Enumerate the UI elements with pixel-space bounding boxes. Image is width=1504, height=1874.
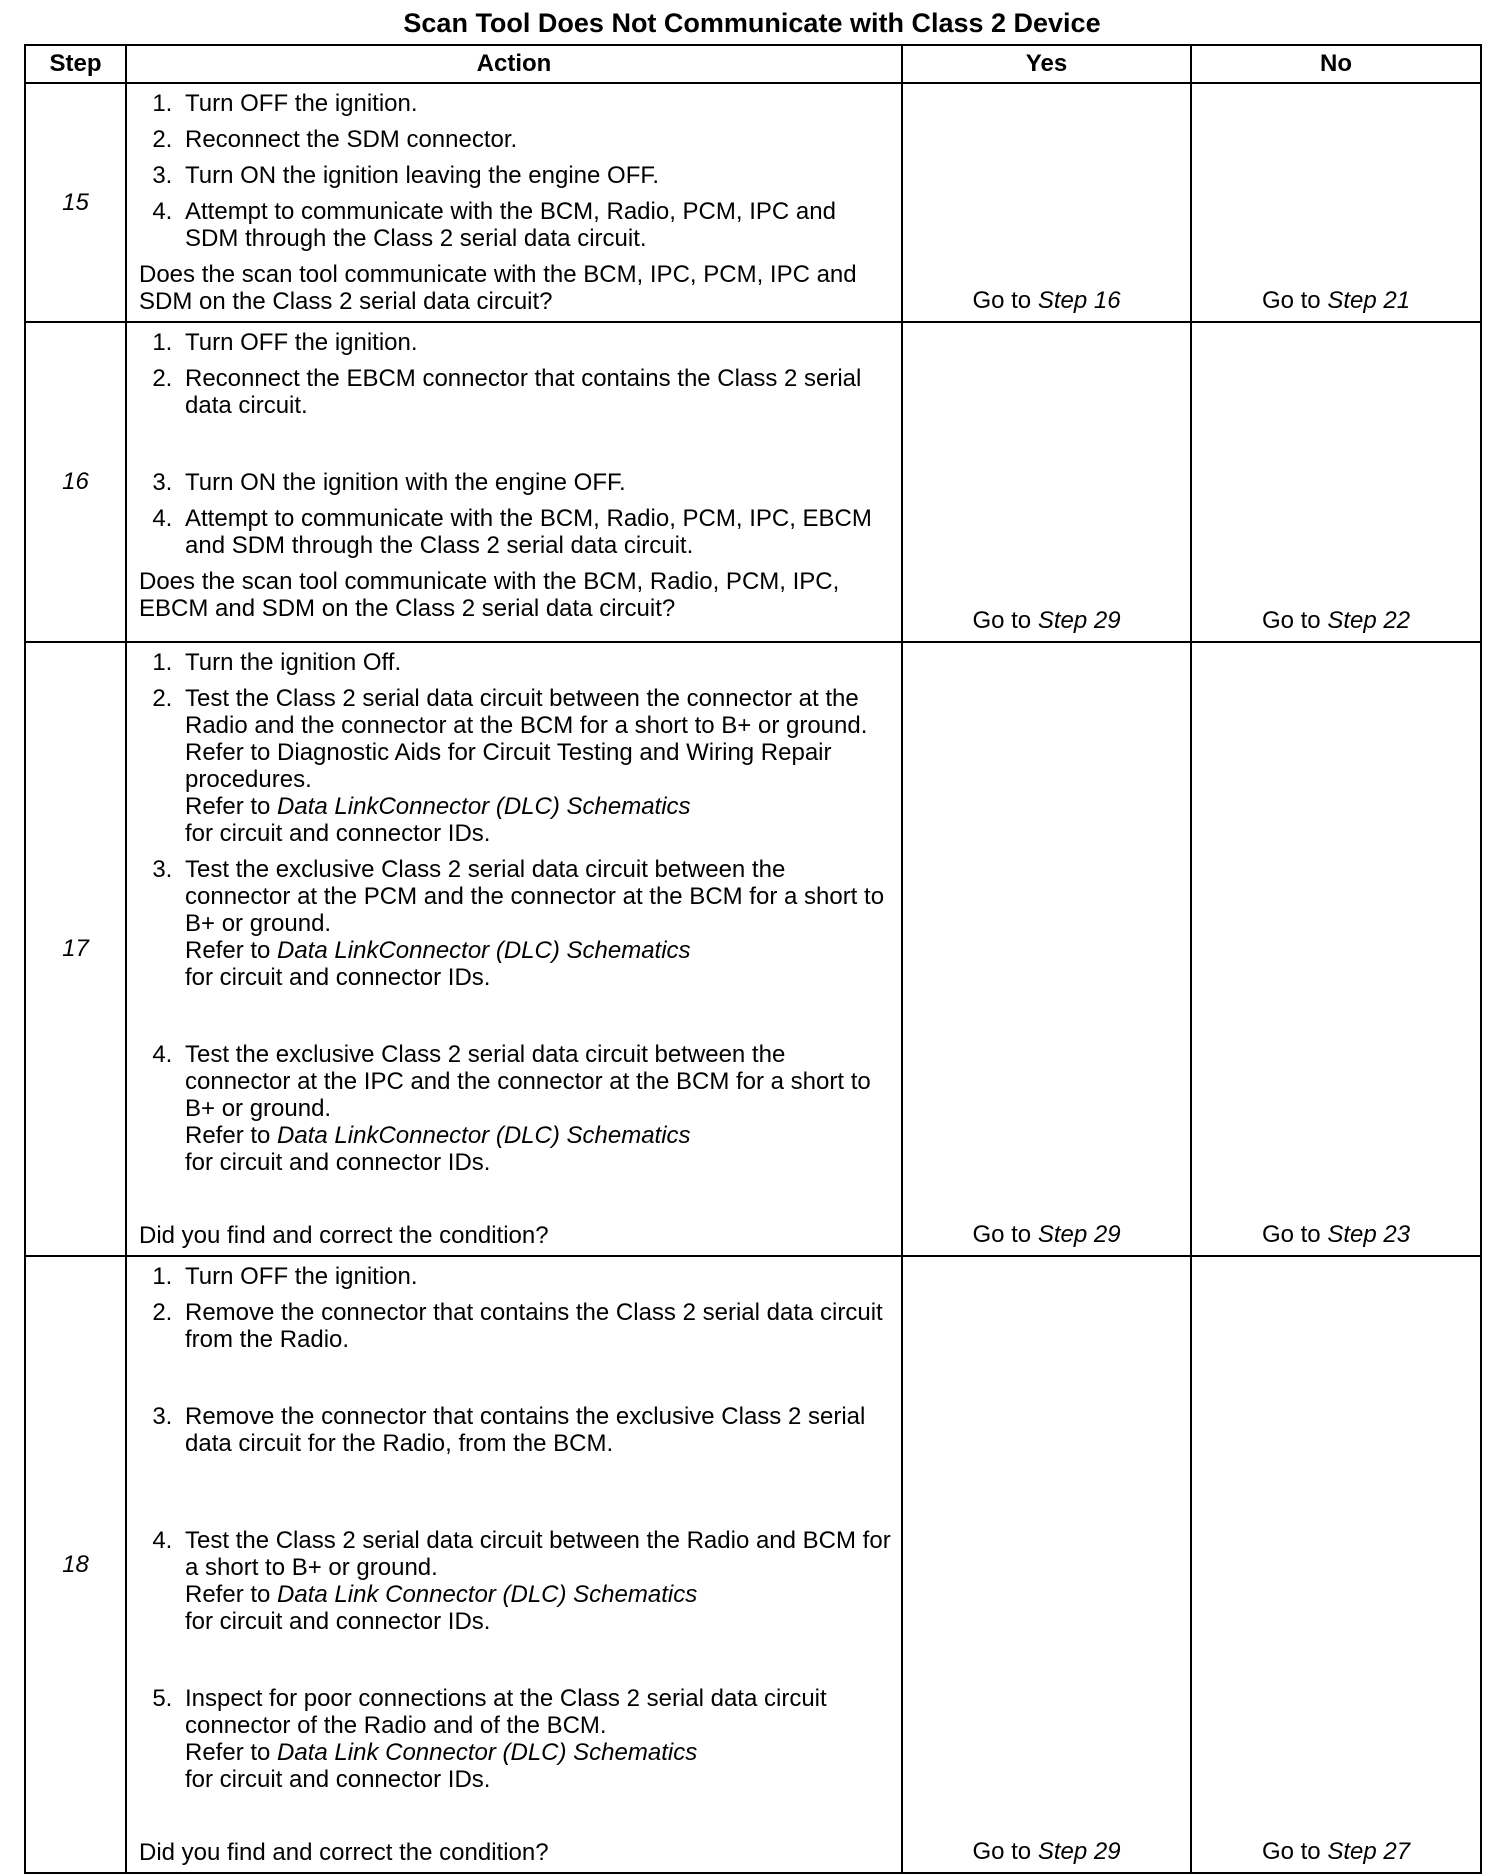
reference-tail: for circuit and connector IDs. — [185, 1766, 491, 1793]
no-cell — [1191, 642, 1481, 1256]
step-number: 17 — [25, 642, 126, 1256]
table-row-step-15 — [25, 83, 1481, 322]
substep — [179, 856, 893, 991]
substep-list — [139, 1263, 893, 1793]
substep — [179, 1041, 893, 1176]
go-to-label: Go to — [972, 1221, 1032, 1248]
table-row-step-17 — [25, 642, 1481, 1256]
step-number: 15 — [25, 83, 126, 322]
yes-step-ref: Step 16 — [1037, 287, 1121, 314]
schematic-doc-link[interactable]: Data Link Connector (DLC) Schematics — [277, 1739, 698, 1766]
substep-text: Test the exclusive Class 2 serial data circuit between the connector at the PCM and the connector at the BCM for a short to B+ or ground. — [185, 856, 885, 937]
no-cell — [1191, 322, 1481, 642]
action-cell — [126, 1256, 902, 1873]
yes-cell — [902, 83, 1191, 322]
substep-list — [139, 329, 893, 559]
substep: 2. Remove the connector that contains the Class 2 serial data circuit from the Radio. — [179, 1299, 893, 1353]
no-cell — [1191, 83, 1481, 322]
schematic-reference — [185, 1581, 893, 1635]
header-step: Step — [25, 45, 126, 83]
action-cell — [126, 642, 902, 1256]
table-row-step-16 — [25, 322, 1481, 642]
substep — [179, 1685, 893, 1793]
header-action: Action — [126, 45, 902, 83]
reference-tail: for circuit and connector IDs. — [185, 1149, 491, 1176]
schematic-reference — [185, 937, 893, 991]
substep: 1. Turn the ignition Off. — [179, 649, 893, 676]
yes-step-ref: Step 29 — [1037, 1838, 1121, 1865]
substep: 3. Turn ON the ignition leaving the engine OFF. — [179, 162, 893, 189]
schematic-doc-link[interactable]: Data LinkConnector (DLC) Schematics — [277, 793, 691, 820]
no-cell — [1191, 1256, 1481, 1873]
substep-text: Inspect for poor connections at the Class 2 serial data circuit connector of the Radio and of the BCM. — [185, 1685, 827, 1739]
yes-cell — [902, 322, 1191, 642]
schematic-reference — [185, 793, 893, 847]
go-to-label: Go to — [1261, 1838, 1321, 1865]
reference-tail: for circuit and connector IDs. — [185, 964, 491, 991]
action-cell — [126, 83, 902, 322]
substep — [179, 685, 893, 847]
refer-to-label: Refer to — [185, 793, 271, 820]
substep-list — [139, 90, 893, 252]
page-title: Scan Tool Does Not Communicate with Class 2 Device — [403, 8, 1101, 38]
action-cell — [126, 322, 902, 642]
go-to-label: Go to — [972, 287, 1032, 314]
substep-text: Test the Class 2 serial data circuit between the connector at the Radio and the connector at the BCM for a short to B+ or ground. Refer to Diagnostic Aids for Circuit Testing and Wiring Repair procedures. — [185, 685, 868, 793]
no-step-ref: Step 27 — [1327, 1838, 1411, 1865]
no-step-ref: Step 23 — [1327, 1221, 1411, 1248]
diagnostic-table — [24, 44, 1482, 1874]
question-text: Did you find and correct the condition? — [139, 1839, 549, 1866]
substep: 4. Attempt to communicate with the BCM, Radio, PCM, IPC and SDM through the Class 2 serial data circuit. — [179, 198, 893, 252]
substep: 1. Turn OFF the ignition. — [179, 90, 893, 117]
question-text: Does the scan tool communicate with the BCM, IPC, PCM, IPC and SDM on the Class 2 serial data circuit? — [139, 261, 857, 315]
no-step-ref: Step 21 — [1327, 287, 1411, 314]
substep: 2. Reconnect the SDM connector. — [179, 126, 893, 153]
substep: 1. Turn OFF the ignition. — [179, 329, 893, 356]
substep: 1. Turn OFF the ignition. — [179, 1263, 893, 1290]
schematic-reference — [185, 1739, 893, 1793]
schematic-doc-link[interactable]: Data LinkConnector (DLC) Schematics — [277, 937, 691, 964]
no-step-ref: Step 22 — [1327, 607, 1411, 634]
refer-to-label: Refer to — [185, 1122, 271, 1149]
step-number: 18 — [25, 1256, 126, 1873]
yes-step-ref: Step 29 — [1037, 607, 1121, 634]
substep: 2. Reconnect the EBCM connector that contains the Class 2 serial data circuit. — [179, 365, 893, 419]
question-text: Does the scan tool communicate with the BCM, Radio, PCM, IPC, EBCM and SDM on the Class 2 serial data circuit? — [139, 568, 840, 622]
schematic-doc-link[interactable]: Data Link Connector (DLC) Schematics — [277, 1581, 698, 1608]
substep-text: Test the Class 2 serial data circuit between the Radio and BCM for a short to B+ or ground. — [185, 1527, 891, 1581]
table-row-step-18 — [25, 1256, 1481, 1873]
yes-cell — [902, 642, 1191, 1256]
refer-to-label: Refer to — [185, 937, 271, 964]
go-to-label: Go to — [1261, 607, 1321, 634]
schematic-reference — [185, 1122, 893, 1176]
substep: 3. Turn ON the ignition with the engine OFF. — [179, 469, 893, 496]
substep-text: Test the exclusive Class 2 serial data circuit between the connector at the IPC and the connector at the BCM for a short to B+ or ground. — [185, 1041, 871, 1122]
yes-cell — [902, 1256, 1191, 1873]
reference-tail: for circuit and connector IDs. — [185, 820, 491, 847]
schematic-doc-link[interactable]: Data LinkConnector (DLC) Schematics — [277, 1122, 691, 1149]
substep: 3. Remove the connector that contains the exclusive Class 2 serial data circuit for the Radio, from the BCM. — [179, 1403, 893, 1457]
question-text: Did you find and correct the condition? — [139, 1222, 549, 1249]
go-to-label: Go to — [972, 1838, 1032, 1865]
yes-step-ref: Step 29 — [1037, 1221, 1121, 1248]
go-to-label: Go to — [972, 607, 1032, 634]
refer-to-label: Refer to — [185, 1581, 271, 1608]
go-to-label: Go to — [1261, 287, 1321, 314]
substep: 4. Attempt to communicate with the BCM, Radio, PCM, IPC, EBCM and SDM through the Class 2 serial data circuit. — [179, 505, 893, 559]
reference-tail: for circuit and connector IDs. — [185, 1608, 491, 1635]
substep — [179, 1527, 893, 1635]
step-number: 16 — [25, 322, 126, 642]
go-to-label: Go to — [1261, 1221, 1321, 1248]
header-yes: Yes — [902, 45, 1191, 83]
header-no: No — [1191, 45, 1481, 83]
refer-to-label: Refer to — [185, 1739, 271, 1766]
substep-list — [139, 649, 893, 1176]
header-row — [25, 45, 1481, 83]
